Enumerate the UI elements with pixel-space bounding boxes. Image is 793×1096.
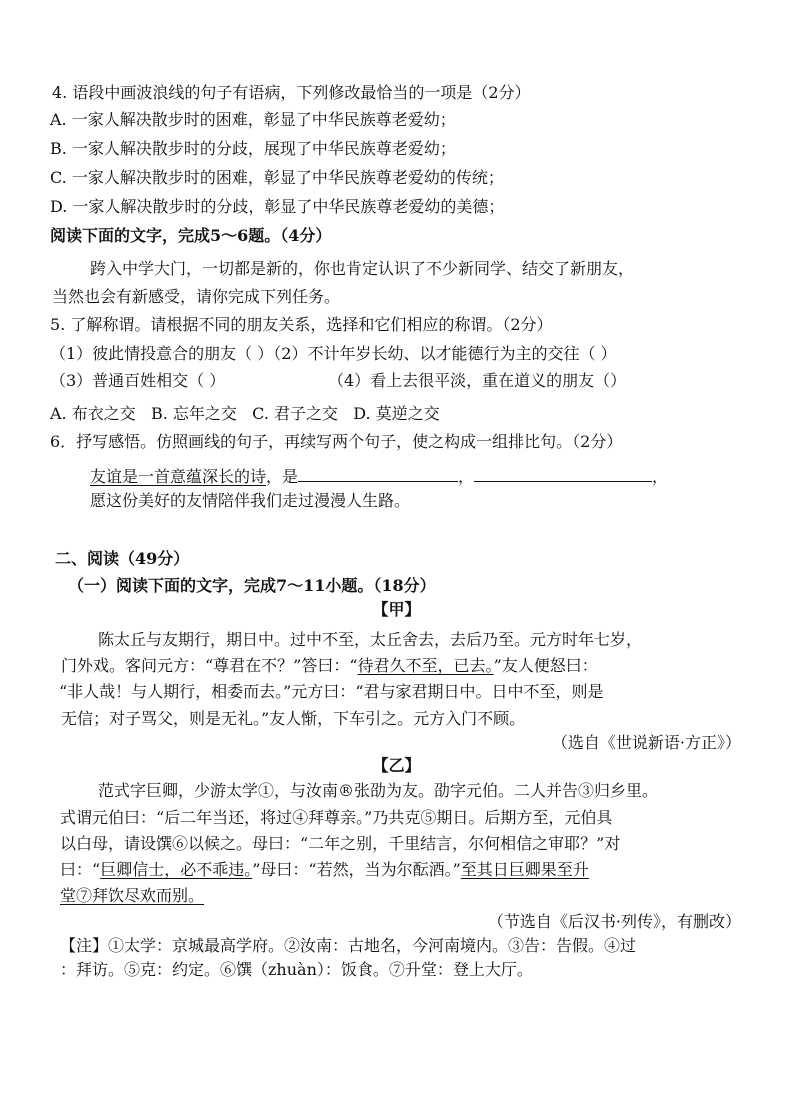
q6-stem: 6．抒写感悟。仿照画线的句子，再续写两个句子，使之构成一组排比句。（2分） (50, 432, 623, 451)
q4-option-d: D. 一家人解决散步时的分歧，彰显了中华民族尊老爱幼的美德； (50, 197, 505, 216)
notes-line2: ：拜访。⑤克：约定。⑥馔（zhuàn）：饭食。⑦升堂：登上大厅。 (60, 960, 533, 979)
passage-jia-source: （选自《世说新语·方正》） (551, 733, 741, 752)
q6-blank-2[interactable] (474, 465, 652, 482)
q4-option-b: B. 一家人解决散步时的分歧，展现了中华民族尊老爱幼； (50, 139, 456, 158)
q4-option-a: A. 一家人解决散步时的困难，彰显了中华民族尊老爱幼； (50, 110, 456, 129)
q6-blank-1[interactable] (298, 465, 458, 482)
q4-stem: 4. 语段中画波浪线的句子有语病，下列修改最恰当的一项是（2分） (52, 83, 531, 102)
passage-jia-line2-b: ”友人便怒曰： (493, 656, 598, 675)
q6-fill-line (90, 465, 668, 487)
q6-line2: 愿这份美好的友情陪伴我们走过漫漫人生路。 (90, 491, 411, 510)
section-5-6-heading: 阅读下面的文字，完成5～6题。（4分） (50, 226, 332, 245)
q5-options: A. 布衣之交 B. 忘年之交 C. 君子之交 D. 莫逆之交 (50, 404, 440, 423)
q5-row2-right: （4）看上去很平淡，重在道义的朋友（） (328, 371, 627, 390)
q5-row1: （1）彼此情投意合的朋友（ ）（2）不计年岁长幼、以才能德行为主的交往（ ） (50, 344, 617, 363)
section-5-6-intro-line2: 当然也会有新感受，请你完成下列任务。 (52, 287, 341, 306)
q4-option-c: C. 一家人解决散步时的困难，彰显了中华民族尊老爱幼的传统； (50, 168, 504, 187)
passage-jia-line3: “非人哉！与人期行，相委而去。”元方曰：“君与家君期日中。日中不至，则是 (59, 682, 604, 701)
passage-yi-line1: 范式字巨卿，少游太学①，与汝南®张劭为友。劭字元伯。二人并告③归乡里。 (98, 781, 659, 800)
q6-end-comma: ， (652, 467, 669, 486)
part2-sub1-heading: （一）阅读下面的文字，完成7～11小题。（18分） (68, 576, 436, 595)
passage-yi-line2: 式谓元伯曰：“后二年当还，将过④拜尊亲。”乃共克⑤期日。后期方至，元伯具 (60, 808, 613, 827)
q6-comma: ， (458, 467, 475, 486)
passage-yi-underlined-1: 巨卿信士，必不乖违。 (100, 860, 253, 879)
q5-row2-left: （3）普通百姓相交（ ） (50, 371, 226, 390)
notes-line1: 【注】①太学：京城最高学府。②汝南：古地名，今河南境内。③告：告假。④过 (60, 936, 637, 955)
passage-jia-underlined: 待君久不至，已去。 (357, 656, 494, 675)
passage-jia-line2-a: 门外戏。客问元方：“尊君在不？”答曰：“ (61, 656, 358, 675)
passage-yi-source: （节选自《后汉书·列传》，有删改） (487, 912, 741, 931)
passage-yi-line4-b: ”母曰：“若然，当为尔酝酒。” (252, 860, 461, 879)
passage-yi-line5: 堂⑦拜饮尽欢而别。 (60, 886, 205, 905)
passage-yi-line4-a: 曰：“ (60, 860, 101, 879)
q6-underlined-sentence: 友谊是一首意蕴深长的诗 (90, 467, 267, 486)
passage-yi-label: 【乙】 (372, 756, 421, 775)
q5-stem: 5. 了解称谓。请根据不同的朋友关系，选择和它们相应的称谓。（2分） (50, 315, 553, 334)
section-5-6-intro-line1: 跨入中学大门，一切都是新的，你也肯定认识了不少新同学、结交了新朋友， (90, 259, 635, 278)
q6-after-underline: ，是 (266, 467, 299, 486)
passage-jia-label: 【甲】 (372, 600, 421, 619)
passage-yi-line4 (60, 860, 589, 880)
passage-yi-underlined-2: 至其日巨卿果至升 (460, 860, 589, 879)
passage-jia-line4: 无信；对子骂父，则是无礼。”友人惭，下车引之。元方入门不顾。 (61, 709, 526, 728)
passage-jia-line1: 陈太丘与友期行，期日中。过中不至，太丘舍去，去后乃至。元方时年七岁， (98, 630, 643, 649)
passage-yi-line3: 以白母，请设馔⑥以候之。母曰：“二年之别，千里结言，尔何相信之审耶？”对 (60, 834, 621, 853)
part2-heading: 二、阅读（49分） (55, 549, 190, 568)
passage-jia-line2 (61, 656, 598, 676)
